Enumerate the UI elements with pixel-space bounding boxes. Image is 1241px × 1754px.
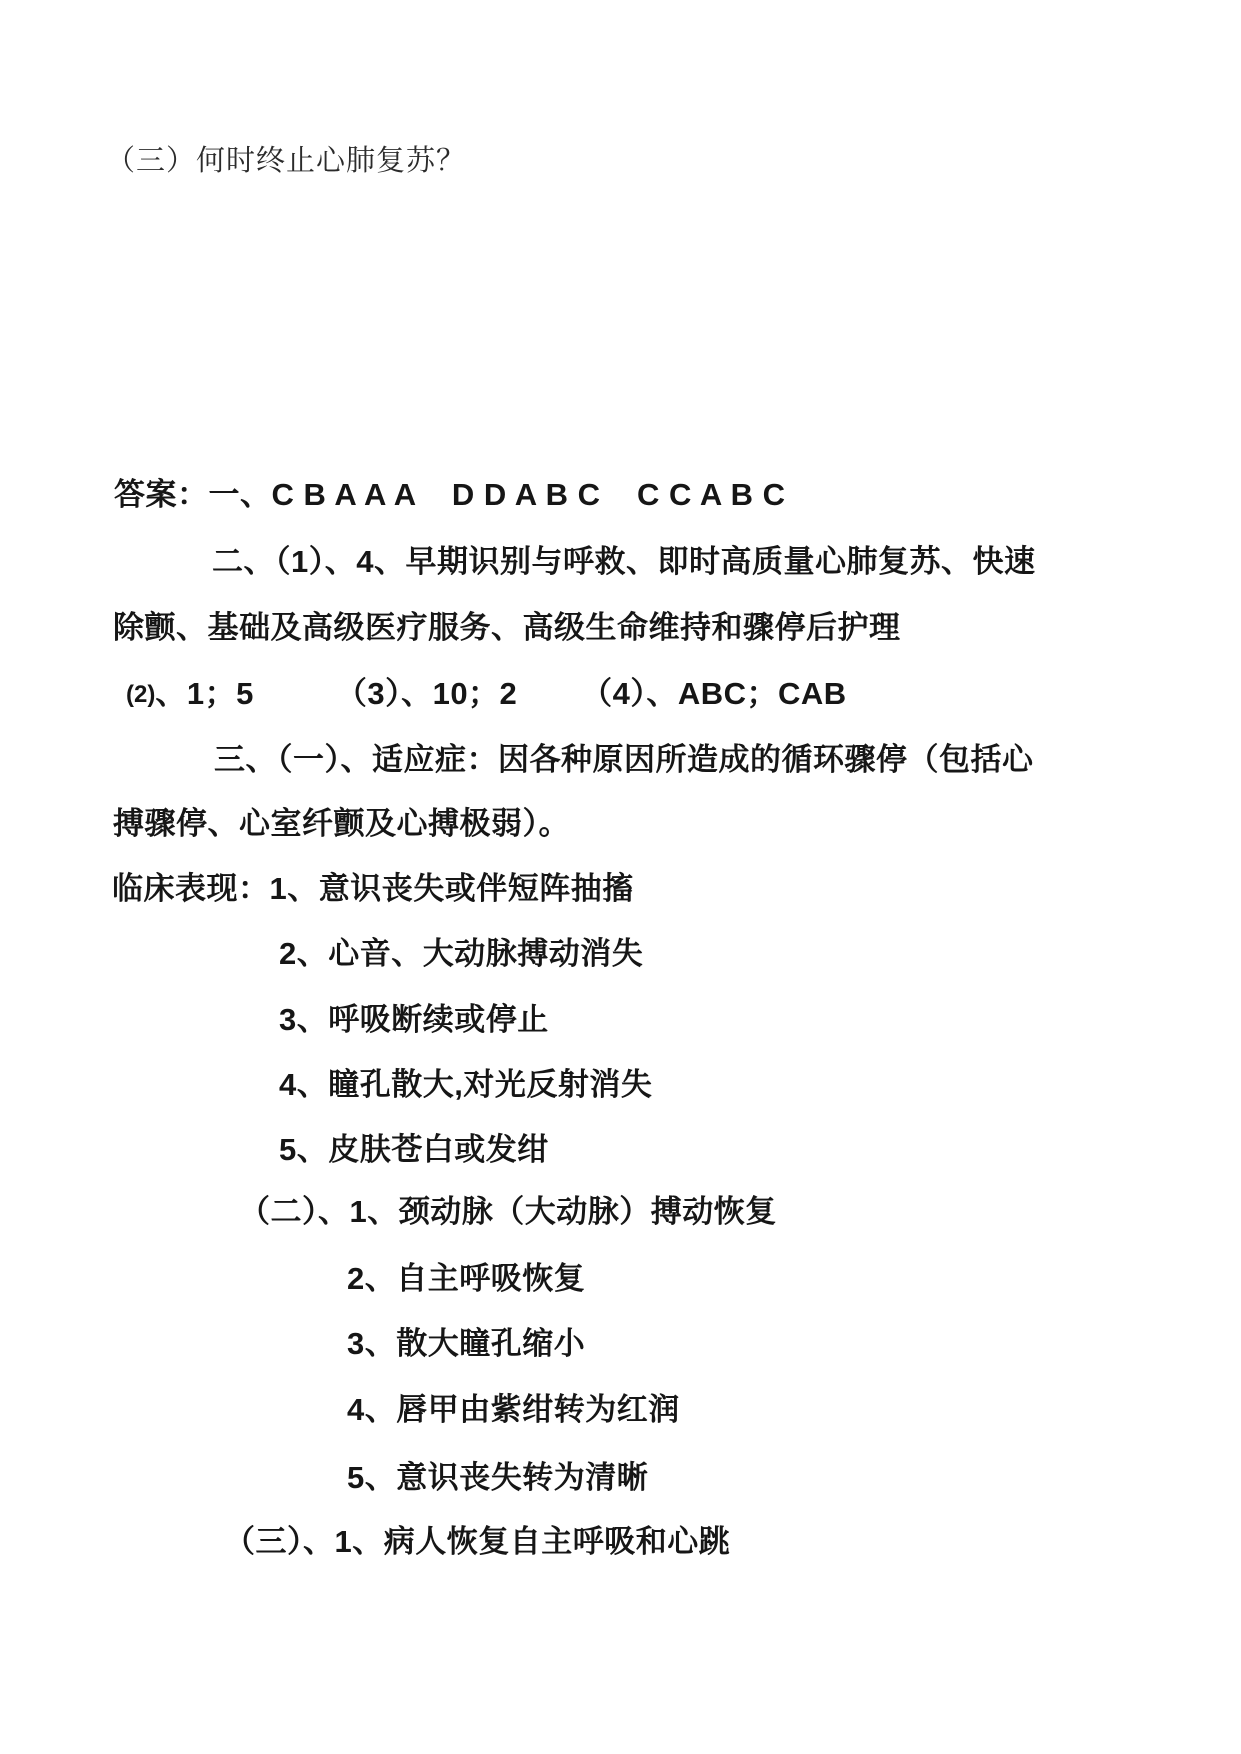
clinical-sign-item-3: 3、呼吸断续或停止 [279, 1002, 549, 1037]
question-line: （三）何时终止心肺复苏？ [106, 145, 467, 177]
answer-line-three-wrap: 搏骤停、心室纤颤及心搏极弱）。 [113, 806, 570, 841]
answer-line-section-two: 二、（1）、4、早期识别与呼救、即时高质量心肺复苏、快速 [212, 544, 1036, 579]
sub-answer-values: 、1；5 （3）、10；2 （4）、ABC；CAB [155, 676, 847, 711]
recovery-item-3: 3、散大瞳孔缩小 [347, 1326, 586, 1361]
clinical-sign-item-2: 2、心音、大动脉搏动消失 [279, 936, 644, 971]
recovery-item-5: 5、意识丧失转为清晰 [347, 1460, 649, 1495]
answer-line-section-three: 三、（一）、适应症：因各种原因所造成的循环骤停（包括心 [214, 742, 1034, 777]
recovery-item-4: 4、唇甲由紫绀转为红润 [347, 1392, 680, 1427]
clinical-sign-item-5: 5、皮肤苍白或发绀 [279, 1132, 549, 1167]
recovery-section-heading: （二）、1、颈动脉（大动脉）搏动恢复 [239, 1194, 777, 1229]
answer-line-two-wrap: 除颤、基础及高级医疗服务、高级生命维持和骤停后护理 [113, 610, 901, 645]
answer-line-two-parts [126, 676, 847, 713]
termination-section-line: （三）、1、病人恢复自主呼吸和心跳 [224, 1524, 731, 1559]
clinical-signs-heading: 临床表现：1、意识丧失或伴短阵抽搐 [112, 871, 634, 906]
clinical-sign-item-4: 4、瞳孔散大,对光反射消失 [279, 1067, 653, 1102]
answer-line-key-one: 答案：一、C B A A A D D A B C C C A B C [114, 477, 786, 512]
sub-answer-marker: (2) [126, 681, 156, 708]
recovery-item-2: 2、自主呼吸恢复 [347, 1261, 586, 1296]
